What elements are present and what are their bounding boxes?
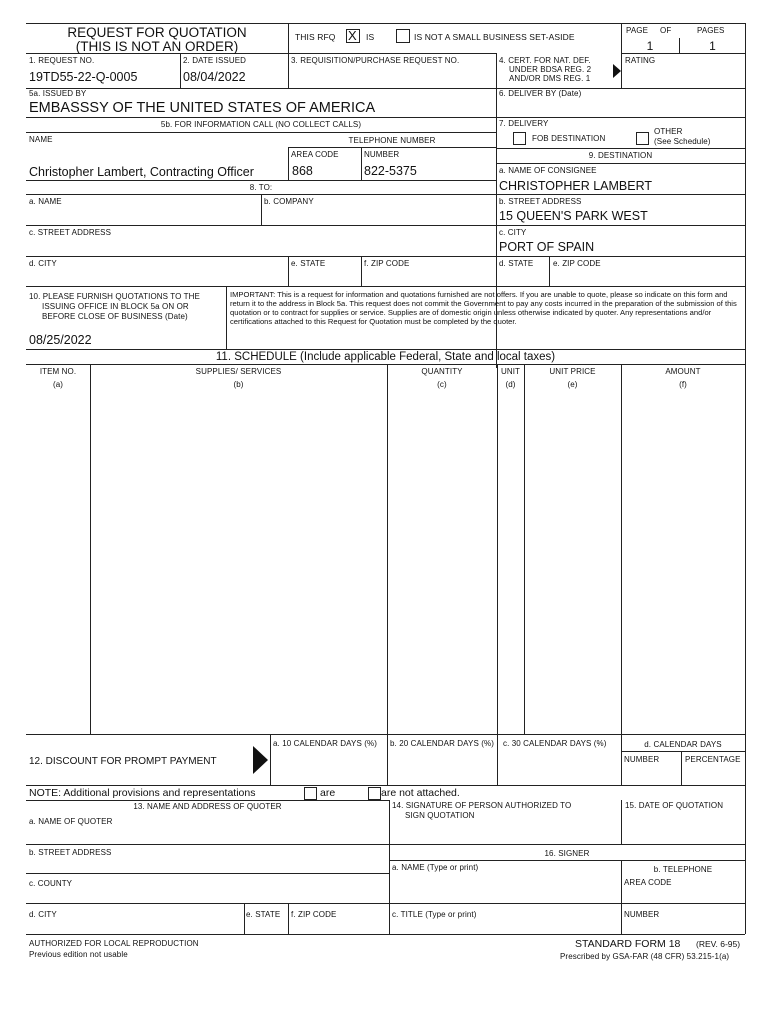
- area-code-value[interactable]: 868: [292, 164, 313, 178]
- quoter-zip-label: f. ZIP CODE: [291, 910, 337, 919]
- col-unit: UNIT: [500, 367, 521, 376]
- provisions-are-checkbox[interactable]: [304, 787, 317, 800]
- pages-total: 1: [709, 39, 716, 53]
- signer-title-label: c. TITLE (Type or print): [392, 910, 477, 919]
- note-text: NOTE: Additional provisions and representations: [29, 787, 256, 799]
- col-unit-sub: (d): [505, 380, 516, 389]
- cert-nat-def-label-2: UNDER BDSA REG. 2: [509, 65, 592, 74]
- dest-zip-label: e. ZIP CODE: [553, 259, 601, 268]
- furnish-quotations-label-3: BEFORE CLOSE OF BUSINESS (Date): [42, 312, 188, 321]
- request-no-value[interactable]: 19TD55-22-Q-0005: [29, 70, 138, 84]
- quoter-state-label: e. STATE: [246, 910, 281, 919]
- form-subtitle: (THIS IS NOT AN ORDER): [75, 39, 239, 54]
- quoter-city-label: d. CITY: [29, 910, 57, 919]
- furnish-quotations-label-2: ISSUING OFFICE IN BLOCK 5a ON OR: [42, 302, 189, 311]
- col-unit-price: UNIT PRICE: [549, 367, 596, 376]
- rfq-is-checkbox[interactable]: [346, 29, 360, 43]
- issued-by-value[interactable]: EMBASSSY OF THE UNITED STATES OF AMERICA: [29, 100, 376, 116]
- contact-name-value[interactable]: Christopher Lambert, Contracting Officer: [29, 165, 254, 179]
- pages-label: PAGES: [697, 26, 725, 35]
- col-item-no-sub: (a): [52, 380, 64, 389]
- telephone-number-label: TELEPHONE NUMBER: [348, 136, 436, 145]
- date-of-quotation-label: 15. DATE OF QUOTATION: [625, 801, 724, 810]
- to-street-label: c. STREET ADDRESS: [29, 228, 112, 237]
- quoter-street-label: b. STREET ADDRESS: [29, 848, 112, 857]
- check-mark-icon: X: [348, 28, 357, 43]
- phone-number-value[interactable]: 822-5375: [364, 164, 417, 178]
- signature-label-1: 14. SIGNATURE OF PERSON AUTHORIZED TO: [392, 801, 572, 810]
- to-state-label: e. STATE: [291, 259, 326, 268]
- quoter-county-label: c. COUNTY: [29, 879, 73, 888]
- signer-area-code-label: AREA CODE: [624, 878, 672, 887]
- authorized-reproduction: AUTHORIZED FOR LOCAL REPRODUCTION: [29, 939, 199, 948]
- is-not-small-business-label: IS NOT A SMALL BUSINESS SET-ASIDE: [414, 32, 575, 42]
- dest-state-label: d. STATE: [499, 259, 534, 268]
- to-zip-label: f. ZIP CODE: [364, 259, 410, 268]
- of-label: OF: [660, 26, 672, 35]
- signer-telephone-label: b. TELEPHONE: [653, 865, 713, 874]
- to-name-label: a. NAME: [29, 197, 62, 206]
- signature-label-2: SIGN QUOTATION: [405, 811, 475, 820]
- deliver-by-label: 6. DELIVER BY (Date): [499, 89, 582, 98]
- consignee-label: a. NAME OF CONSIGNEE: [499, 166, 597, 175]
- to-city-label: d. CITY: [29, 259, 57, 268]
- quotation-due-date[interactable]: 08/25/2022: [29, 333, 92, 347]
- dest-city-value[interactable]: PORT OF SPAIN: [499, 240, 595, 254]
- col-item-no: ITEM NO.: [39, 367, 77, 376]
- calendar-percentage-label: PERCENTAGE: [685, 755, 741, 764]
- col-supplies-services-sub: (b): [233, 380, 244, 389]
- area-code-label: AREA CODE: [291, 150, 339, 159]
- discount-10-days-label: a. 10 CALENDAR DAYS (%): [273, 739, 377, 748]
- cert-nat-def-label-3: AND/OR DMS REG. 1: [509, 74, 591, 83]
- request-no-label: 1. REQUEST NO.: [29, 56, 95, 65]
- form-revision: (REV. 6-95): [696, 939, 741, 949]
- date-issued-value[interactable]: 08/04/2022: [183, 70, 246, 84]
- fob-destination-checkbox[interactable]: [513, 132, 526, 145]
- form-title: REQUEST FOR QUOTATION: [67, 25, 247, 40]
- signer-name-label: a. NAME (Type or print): [392, 863, 479, 872]
- provisions-are-not-checkbox[interactable]: [368, 787, 381, 800]
- delivery-label: 7. DELIVERY: [499, 119, 549, 128]
- quoter-name-label: a. NAME OF QUOTER: [29, 817, 113, 826]
- dest-city-label: c. CITY: [499, 228, 527, 237]
- discount-label: 12. DISCOUNT FOR PROMPT PAYMENT: [29, 756, 217, 767]
- schedule-title: 11. SCHEDULE (Include applicable Federal, State and local taxes): [215, 351, 556, 363]
- fob-destination-label: FOB DESTINATION: [532, 134, 606, 143]
- other-checkbox[interactable]: [636, 132, 649, 145]
- furnish-quotations-label-1: 10. PLEASE FURNISH QUOTATIONS TO THE: [29, 292, 200, 301]
- important-notice: IMPORTANT: This is a request for information and quotations furnished are not offers. If you are unable to quote, please so indicate on this form and return it to the address in Block 5a. This request does not commit the Government to pay any costs incurred in the preparation of the submission of this quotation or to contract for supplies or service. Supplies are of domestic origin unless otherwise indicated by quoter. Any representations and/or certifications attached to this Request for Quotation must be completed by the quoter.: [230, 290, 737, 327]
- signer-number-label: NUMBER: [624, 910, 660, 919]
- is-label: IS: [366, 32, 375, 42]
- other-label: OTHER: [654, 127, 683, 136]
- col-quantity: QUANTITY: [421, 367, 463, 376]
- calendar-number-label: NUMBER: [624, 755, 660, 764]
- dest-street-label: b. STREET ADDRESS: [499, 197, 582, 206]
- rfq-is-not-checkbox[interactable]: [396, 29, 410, 43]
- provisions-are-label: are: [320, 787, 336, 799]
- number-label: NUMBER: [364, 150, 400, 159]
- prescribed-by: Prescribed by GSA-FAR (48 CFR) 53.215-1(a): [560, 952, 730, 961]
- consignee-value[interactable]: CHRISTOPHER LAMBERT: [499, 179, 653, 193]
- col-unit-price-sub: (e): [567, 380, 578, 389]
- arrow-right-icon: [613, 64, 621, 78]
- arrow-right-icon: [253, 746, 268, 774]
- col-amount-sub: (f): [679, 380, 687, 389]
- to-label: 8. TO:: [249, 183, 273, 192]
- quoter-name-address-label: 13. NAME AND ADDRESS OF QUOTER: [133, 802, 282, 811]
- this-rfq-label: THIS RFQ: [295, 32, 336, 42]
- rating-label: RATING: [625, 56, 656, 65]
- requisition-label: 3. REQUISITION/PURCHASE REQUEST NO.: [291, 56, 460, 65]
- col-supplies-services: SUPPLIES/ SERVICES: [195, 367, 282, 376]
- issued-by-label: 5a. ISSUED BY: [29, 89, 87, 98]
- discount-20-days-label: b. 20 CALENDAR DAYS (%): [390, 739, 494, 748]
- page-number: 1: [646, 39, 654, 53]
- to-company-label: b. COMPANY: [264, 197, 314, 206]
- date-issued-label: 2. DATE ISSUED: [183, 56, 247, 65]
- standard-form-number: STANDARD FORM 18: [575, 938, 681, 950]
- signer-label: 16. SIGNER: [544, 849, 590, 858]
- col-quantity-sub: (c): [437, 380, 447, 389]
- info-name-label: NAME: [29, 135, 53, 144]
- previous-edition-note: Previous edition not usable: [29, 950, 128, 959]
- destination-label: 9. DESTINATION: [588, 151, 653, 160]
- dest-street-value[interactable]: 15 QUEEN'S PARK WEST: [499, 209, 648, 223]
- page-label: PAGE: [626, 26, 649, 35]
- info-call-label: 5b. FOR INFORMATION CALL (NO COLLECT CALLS): [160, 120, 362, 129]
- provisions-are-not-label: are not attached.: [381, 787, 460, 799]
- see-schedule-label: (See Schedule): [654, 137, 711, 146]
- discount-30-days-label: c. 30 CALENDAR DAYS (%): [503, 739, 607, 748]
- col-amount: AMOUNT: [665, 367, 701, 376]
- cert-nat-def-label-1: 4. CERT. FOR NAT. DEF.: [499, 56, 591, 65]
- calendar-days-label: d. CALENDAR DAYS: [644, 740, 722, 749]
